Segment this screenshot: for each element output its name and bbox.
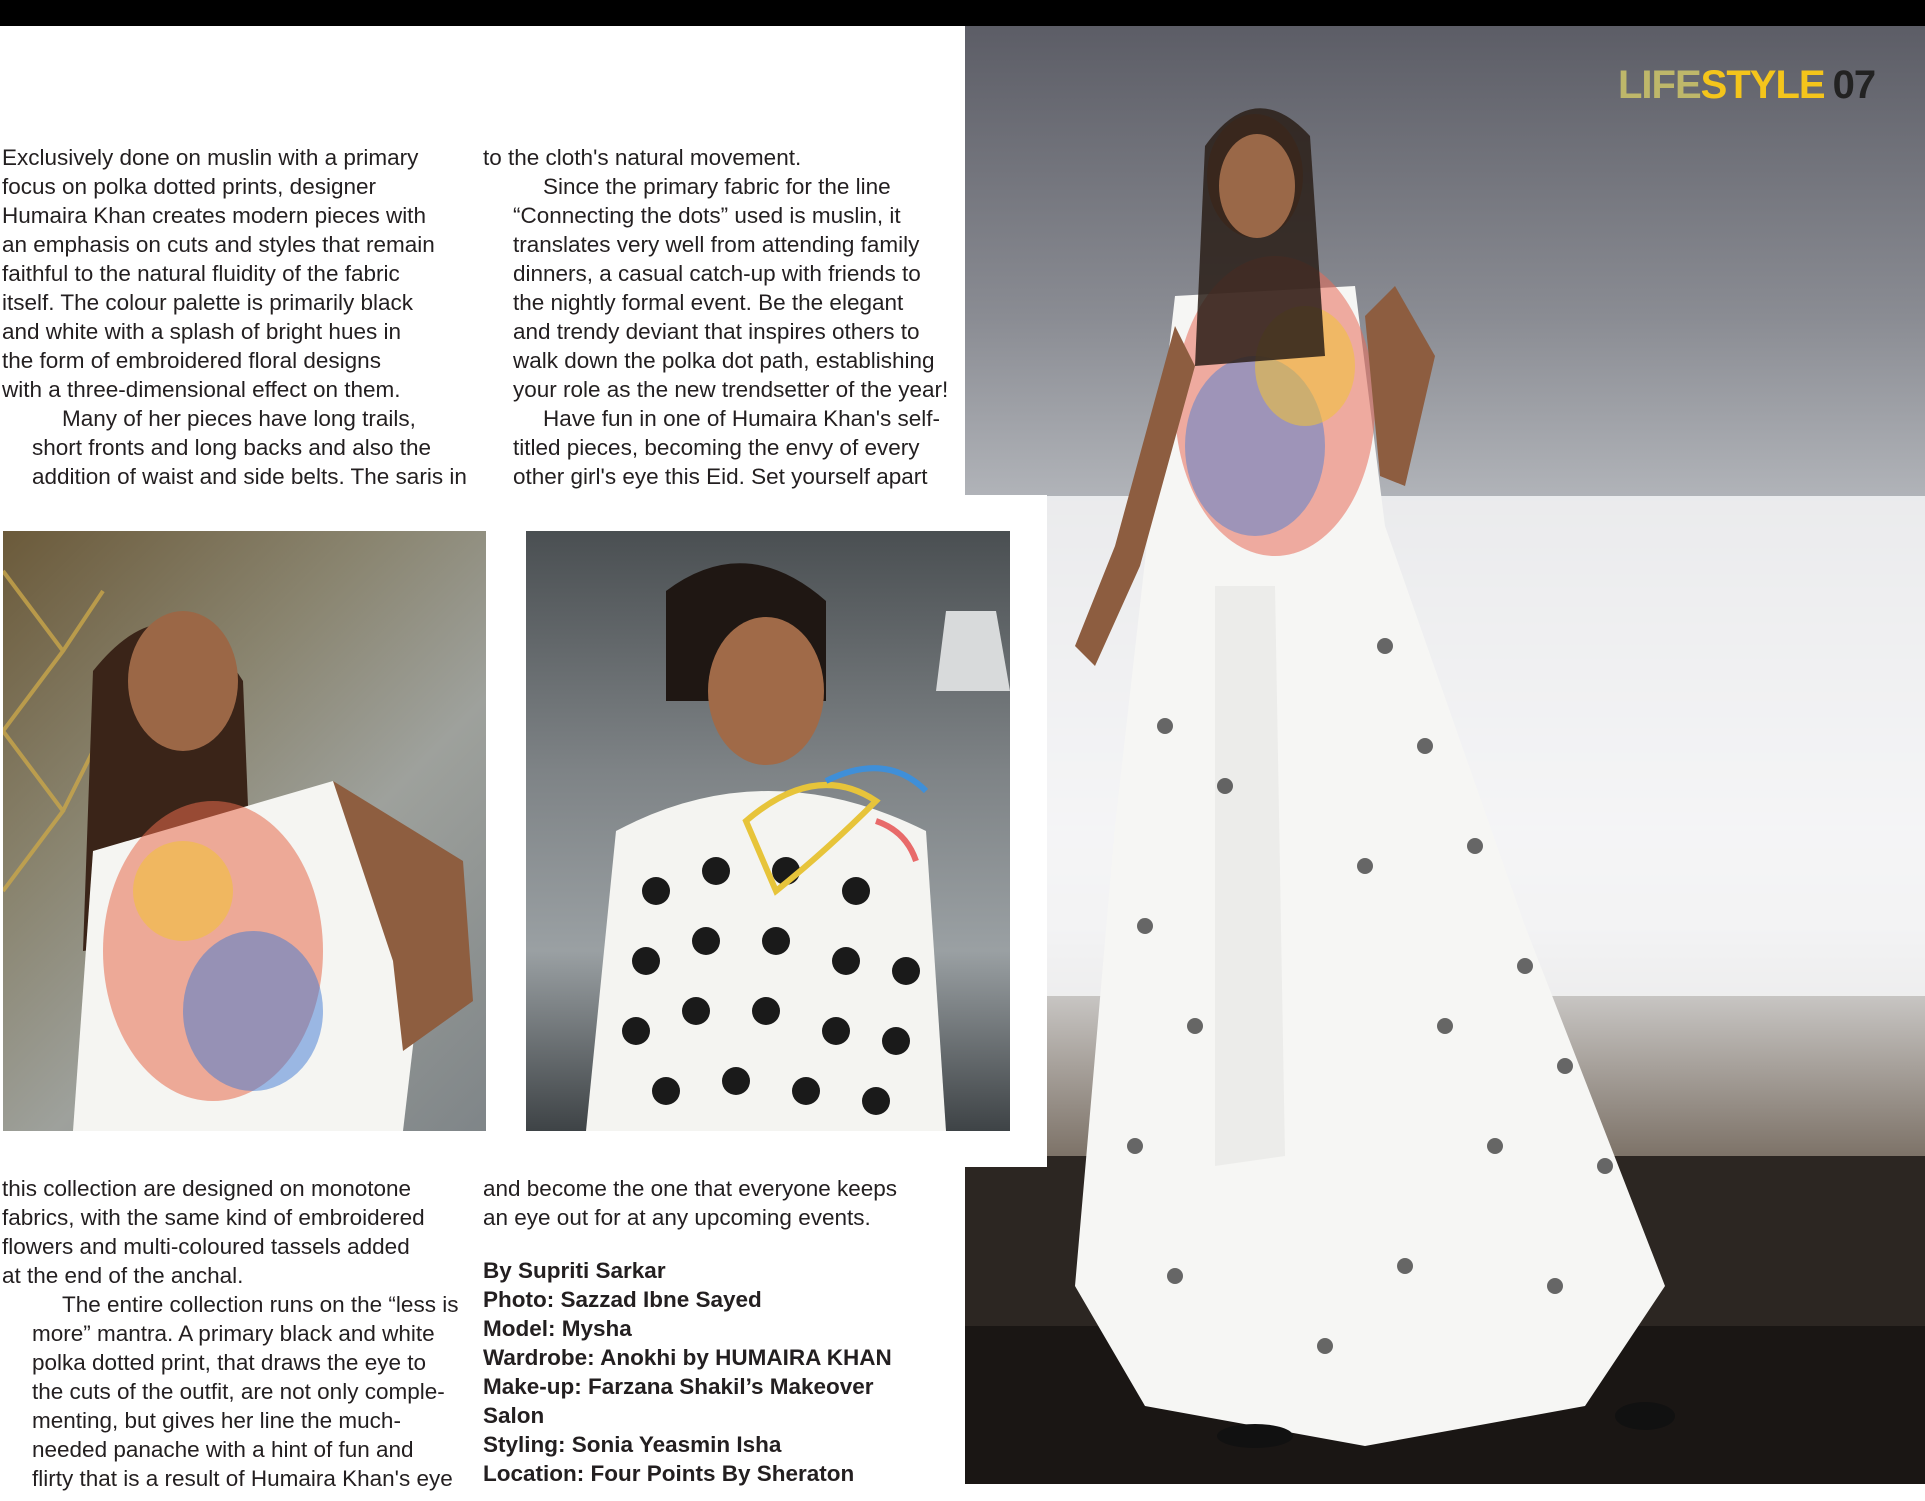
credit-styling: Styling: Sonia Yeasmin Isha xyxy=(483,1432,782,1457)
hero-photo-illustration xyxy=(965,26,1925,1484)
article-paragraph xyxy=(483,1174,963,1232)
text-line: an emphasis on cuts and styles that remain xyxy=(2,232,435,257)
text-line: flirty that is a result of Humaira Khan's eye xyxy=(32,1466,453,1491)
text-line: needed panache with a hint of fun and xyxy=(32,1437,414,1462)
article-paragraph xyxy=(483,172,963,404)
page-number: 07 xyxy=(1832,63,1876,107)
article-paragraph xyxy=(2,1290,472,1493)
text-line: polka dotted print, that draws the eye to xyxy=(32,1350,426,1375)
article-column-2 xyxy=(483,143,963,491)
text-line: other girl's eye this Eid. Set yourself apart xyxy=(513,464,928,489)
text-line: translates very well from attending family xyxy=(513,232,920,257)
text-line: Have fun in one of Humaira Khan's self- xyxy=(543,406,941,431)
text-line: flowers and multi-coloured tassels added xyxy=(2,1234,410,1259)
masthead-life: LIFE xyxy=(1618,63,1701,107)
article-column-4 xyxy=(483,1174,963,1488)
hero-photo-model-runway xyxy=(965,26,1925,1484)
text-line: walk down the polka dot path, establishing xyxy=(513,348,935,373)
credit-model: Model: Mysha xyxy=(483,1316,632,1341)
masthead-lifestyle-logo xyxy=(1618,60,1875,110)
credit-photo: Photo: Sazzad Ibne Sayed xyxy=(483,1287,762,1312)
text-line: with a three-dimensional effect on them. xyxy=(2,377,401,402)
article-paragraph xyxy=(2,143,472,404)
credit-makeup: Make-up: Farzana Shakil’s Makeover xyxy=(483,1374,874,1399)
photo-model-embroidered-top xyxy=(3,531,486,1131)
photo-left-illustration xyxy=(3,531,486,1131)
article-column-3 xyxy=(2,1174,472,1493)
text-line: Exclusively done on muslin with a primary xyxy=(2,145,419,170)
credit-author: By Supriti Sarkar xyxy=(483,1258,666,1283)
text-line: an eye out for at any upcoming events. xyxy=(483,1205,871,1230)
credit-location: Location: Four Points By Sheraton xyxy=(483,1461,855,1486)
text-line: short fronts and long backs and also the xyxy=(32,435,432,460)
photo-model-polka-top xyxy=(526,531,1010,1131)
text-line: The entire collection runs on the “less is xyxy=(62,1292,459,1317)
text-line: and trendy deviant that inspires others to xyxy=(513,319,920,344)
article-column-1 xyxy=(2,143,472,491)
text-line: at the end of the anchal. xyxy=(2,1263,244,1288)
credit-wardrobe: Wardrobe: Anokhi by HUMAIRA KHAN xyxy=(483,1345,892,1370)
text-line: faithful to the natural fluidity of the fabric xyxy=(2,261,400,286)
text-line: dinners, a casual catch-up with friends to xyxy=(513,261,921,286)
article-credits xyxy=(483,1256,963,1488)
text-line: the nightly formal event. Be the elegant xyxy=(513,290,904,315)
text-line: Humaira Khan creates modern pieces with xyxy=(2,203,426,228)
text-line: more” mantra. A primary black and white xyxy=(32,1321,435,1346)
credit-makeup-cont: Salon xyxy=(483,1403,545,1428)
text-line: “Connecting the dots” used is muslin, it xyxy=(513,203,901,228)
text-line: and become the one that everyone keeps xyxy=(483,1176,898,1201)
text-line: addition of waist and side belts. The saris in xyxy=(32,464,467,489)
text-line: Since the primary fabric for the line xyxy=(543,174,891,199)
article-paragraph xyxy=(2,1174,472,1290)
text-line: the cuts of the outfit, are not only comple- xyxy=(32,1379,445,1404)
text-line: and white with a splash of bright hues in xyxy=(2,319,401,344)
text-line: focus on polka dotted prints, designer xyxy=(2,174,376,199)
text-line: menting, but gives her line the much- xyxy=(32,1408,401,1433)
text-line: this collection are designed on monotone xyxy=(2,1176,412,1201)
masthead-style: STYLE xyxy=(1700,63,1825,107)
article-paragraph xyxy=(483,404,963,491)
text-line: fabrics, with the same kind of embroidered xyxy=(2,1205,425,1230)
text-line: your role as the new trendsetter of the year! xyxy=(513,377,949,402)
text-line: itself. The colour palette is primarily black xyxy=(2,290,413,315)
photo-right-illustration xyxy=(526,531,1010,1131)
text-line: to the cloth's natural movement. xyxy=(483,145,802,170)
article-paragraph xyxy=(483,143,963,172)
article-paragraph xyxy=(2,404,472,491)
text-line: the form of embroidered floral designs xyxy=(2,348,381,373)
text-line: titled pieces, becoming the envy of every xyxy=(513,435,920,460)
text-line: Many of her pieces have long trails, xyxy=(62,406,416,431)
top-black-bar xyxy=(0,0,1925,26)
